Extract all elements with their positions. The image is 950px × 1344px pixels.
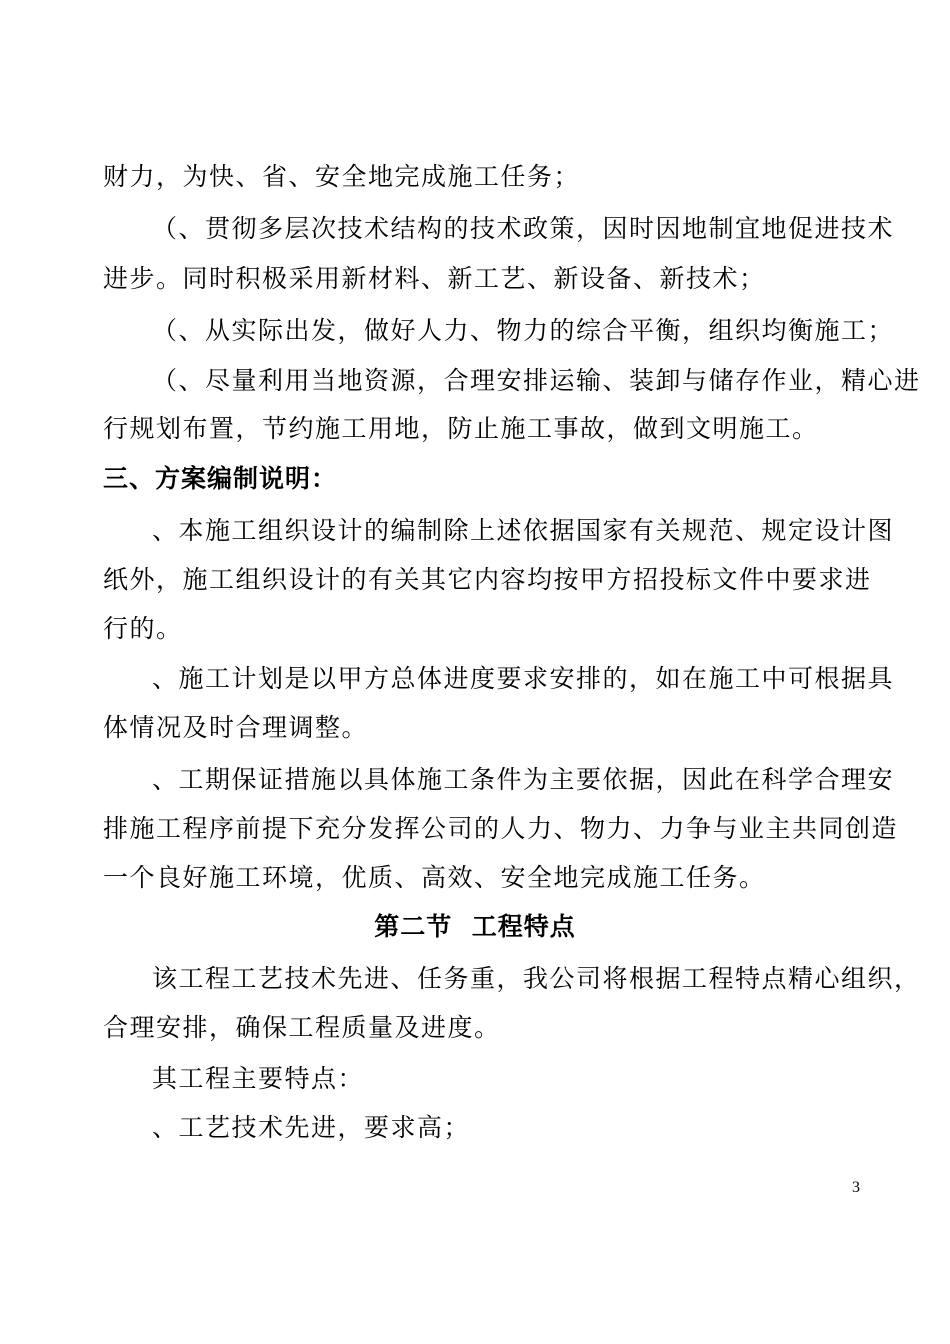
paragraph-line: （、从实际出发，做好人力、物力的综合平衡，组织均衡施工； bbox=[152, 316, 895, 345]
paragraph-line: 纸外，施工组织设计的有关其它内容均按甲方招投标文件中要求进 bbox=[103, 565, 872, 594]
paragraph-line: 合理安排，确保工程质量及进度。 bbox=[103, 1013, 501, 1042]
paragraph-line: 排施工程序前提下充分发挥公司的人力、物力、力争与业主共同创造 bbox=[103, 814, 899, 843]
section-title: 第二节 工程特点 bbox=[374, 912, 576, 941]
paragraph-line: 其工程主要特点： bbox=[152, 1064, 365, 1093]
paragraph-line: 行规划布置，节约施工用地，防止施工事故，做到文明施工。 bbox=[103, 414, 819, 443]
paragraph-line: 进步。同时积极采用新材料、新工艺、新设备、新技术； bbox=[103, 264, 766, 293]
paragraph-line: 体情况及时合理调整。 bbox=[103, 713, 369, 742]
paragraph-line: 、本施工组织设计的编制除上述依据国家有关规范、规定设计图 bbox=[152, 516, 895, 545]
paragraph-line: 行的。 bbox=[103, 614, 183, 643]
paragraph-line: 、工期保证措施以具体施工条件为主要依据，因此在科学合理安 bbox=[152, 765, 895, 794]
paragraph-line: （、尽量利用当地资源，合理安排运输、装卸与储存作业，精心进 bbox=[152, 366, 921, 395]
paragraph-line: 、施工计划是以甲方总体进度要求安排的，如在施工中可根据具 bbox=[152, 664, 895, 693]
paragraph-line: 该工程工艺技术先进、任务重，我公司将根据工程特点精心组织， bbox=[152, 964, 921, 993]
page-number: 3 bbox=[852, 1179, 860, 1196]
section-heading: 三、方案编制说明： bbox=[103, 464, 338, 493]
paragraph-line: 、工艺技术先进，要求高； bbox=[152, 1113, 471, 1142]
paragraph-line: 财力，为快、省、安全地完成施工任务； bbox=[103, 162, 581, 191]
paragraph-line: 一个良好施工环境，优质、高效、安全地完成施工任务。 bbox=[103, 863, 766, 892]
paragraph-line: （、贯彻多层次技术结构的技术政策，因时因地制宜地促进技术 bbox=[152, 214, 895, 243]
